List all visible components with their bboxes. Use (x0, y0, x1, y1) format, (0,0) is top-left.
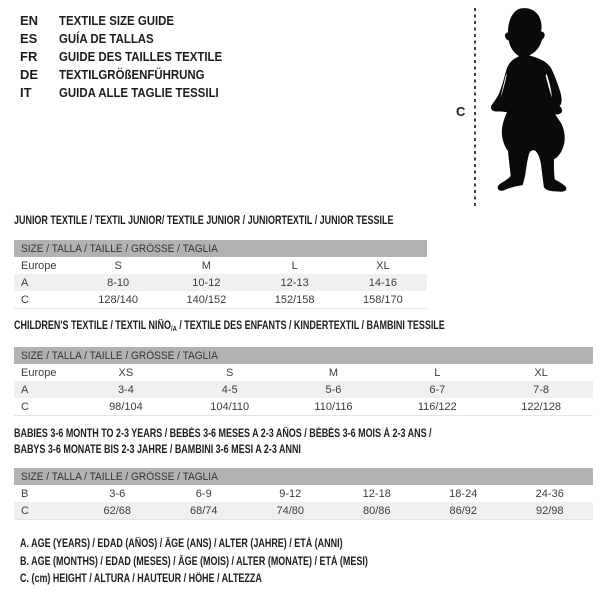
value-cell: L (434, 366, 441, 379)
measure-label-c: C (456, 104, 466, 119)
value-cell: M (201, 259, 211, 272)
value-cell: 92/98 (535, 504, 564, 517)
table-title-text: / TEXTILE DES ENFANTS / KINDERTEXTIL / BAMBINI TESSILE (176, 320, 445, 332)
table-row (14, 502, 593, 519)
table-row (14, 257, 427, 274)
language-code: EN (20, 12, 39, 28)
size-table-junior (14, 215, 427, 309)
value-cell: S (114, 259, 122, 272)
baby-figure (450, 0, 600, 212)
value-cell: 3-4 (117, 383, 134, 396)
row-label-cell: C (21, 293, 29, 306)
language-code: ES (20, 30, 38, 46)
language-row (20, 65, 244, 83)
value-cell: 62/68 (103, 504, 132, 517)
language-label: GUIDE DES TAILLES TEXTILE (59, 48, 223, 64)
value-cell: 14-16 (368, 276, 397, 289)
note-line-c: C. (cm) HEIGHT / ALTURA / HAUTEUR / HÖHE / ALTEZZA (20, 573, 262, 585)
table-title (14, 426, 466, 458)
language-label: TEXTILGRÖßENFÜHRUNG (59, 66, 205, 82)
table-row (14, 381, 593, 398)
value-cell: XL (534, 366, 548, 379)
row-label-cell: A (21, 383, 29, 396)
value-cell: 152/158 (274, 293, 315, 306)
value-cell: 3-6 (109, 487, 126, 500)
table-title: JUNIOR TEXTILE / TEXTIL JUNIOR/ TEXTILE JUNIOR / JUNIORTEXTIL / JUNIOR TESSILE (14, 215, 394, 227)
table-row (14, 485, 593, 502)
value-cell: 7-8 (533, 383, 550, 396)
language-code: DE (20, 66, 39, 82)
value-cell: 74/80 (276, 504, 305, 517)
baby-silhouette-icon (450, 0, 600, 212)
value-cell: 80/86 (362, 504, 391, 517)
value-cell: 5-6 (325, 383, 342, 396)
table-row (14, 364, 593, 381)
table-title-text: CHILDREN'S TEXTILE / TEXTIL NIÑO (14, 320, 171, 332)
value-cell: 8-10 (107, 276, 130, 289)
table-header (14, 347, 593, 364)
footer-notes (20, 536, 466, 589)
row-label-cell: C (21, 400, 29, 413)
value-cell: 122/128 (521, 400, 561, 413)
value-cell: 6-9 (195, 487, 212, 500)
table-row (14, 398, 593, 415)
note-line-a: A. AGE (YEARS) / EDAD (AÑOS) / ÂGE (ANS) / ALTER (JAHRE) / ETÀ (ANNI) (20, 538, 343, 550)
row-label-cell: Europe (21, 366, 57, 379)
value-cell: 140/152 (186, 293, 227, 306)
value-cell: 104/110 (210, 400, 250, 413)
table-title-subscript: /A (170, 324, 177, 333)
value-cell: 116/122 (417, 400, 457, 413)
table-header (14, 240, 427, 257)
value-cell: 6-7 (429, 383, 446, 396)
baby-silhouette-path (491, 8, 566, 192)
value-cell: 98/104 (109, 400, 143, 413)
table-header (14, 468, 593, 485)
table-header-label: SIZE / TALLA / TAILLE / GRÖSSE / TAGLIA (21, 470, 218, 483)
value-cell: XS (118, 366, 134, 379)
value-cell: M (328, 366, 339, 379)
table-row (14, 291, 427, 308)
language-row (20, 29, 244, 47)
value-cell: 24-36 (535, 487, 564, 500)
language-code: FR (20, 48, 38, 64)
value-cell: L (291, 259, 298, 272)
value-cell: 4-5 (221, 383, 238, 396)
value-cell: XL (376, 259, 390, 272)
value-cell: 12-13 (280, 276, 309, 289)
language-label: GUIDA ALLE TAGLIE TESSILI (59, 84, 219, 100)
value-cell: 9-12 (279, 487, 302, 500)
table-header-label: SIZE / TALLA / TAILLE / GRÖSSE / TAGLIA (21, 349, 218, 362)
size-table-children (14, 320, 593, 416)
note-line-b: B. AGE (MONTHS) / EDAD (MESES) / ÂGE (MOIS) / ALTER (MONATE) / ETÀ (MESI) (20, 555, 368, 568)
value-cell: 110/116 (314, 400, 353, 413)
value-cell: 10-12 (192, 276, 221, 289)
value-cell: 18-24 (449, 487, 478, 500)
value-cell: S (226, 366, 234, 379)
value-cell: 158/170 (362, 293, 403, 306)
table-body (14, 257, 427, 309)
value-cell: 128/140 (98, 293, 138, 306)
row-label-cell: Europe (21, 259, 57, 272)
value-cell: 12-18 (362, 487, 391, 500)
language-label: TEXTILE SIZE GUIDE (59, 12, 175, 28)
value-cell: 68/74 (189, 504, 218, 517)
table-title-line1: BABIES 3-6 MONTH TO 2-3 YEARS / BEBÉS 3-6 MESES A 2-3 AÑOS / BÉBÉS 3-6 MOIS À 2-3 ANS / (14, 428, 432, 440)
table-title (14, 320, 466, 335)
language-row (20, 83, 244, 101)
size-table-babies (14, 426, 593, 520)
language-label: GUÍA DE TALLAS (59, 30, 154, 46)
table-row (14, 274, 427, 291)
row-label-cell: B (21, 487, 29, 500)
row-label-cell: C (21, 504, 29, 517)
table-header-label: SIZE / TALLA / TAILLE / GRÖSSE / TAGLIA (21, 242, 218, 255)
value-cell: 86/92 (449, 504, 478, 517)
language-row (20, 47, 244, 65)
language-list (20, 11, 244, 101)
language-code: IT (20, 84, 32, 100)
table-title-line2: BABYS 3-6 MONATE BIS 2-3 JAHRE / BAMBINI 3-6 MESI A 2-3 ANNI (14, 444, 301, 456)
table-body (14, 364, 593, 416)
row-label-cell: A (21, 276, 29, 289)
table-body (14, 485, 593, 520)
language-row (20, 11, 244, 29)
